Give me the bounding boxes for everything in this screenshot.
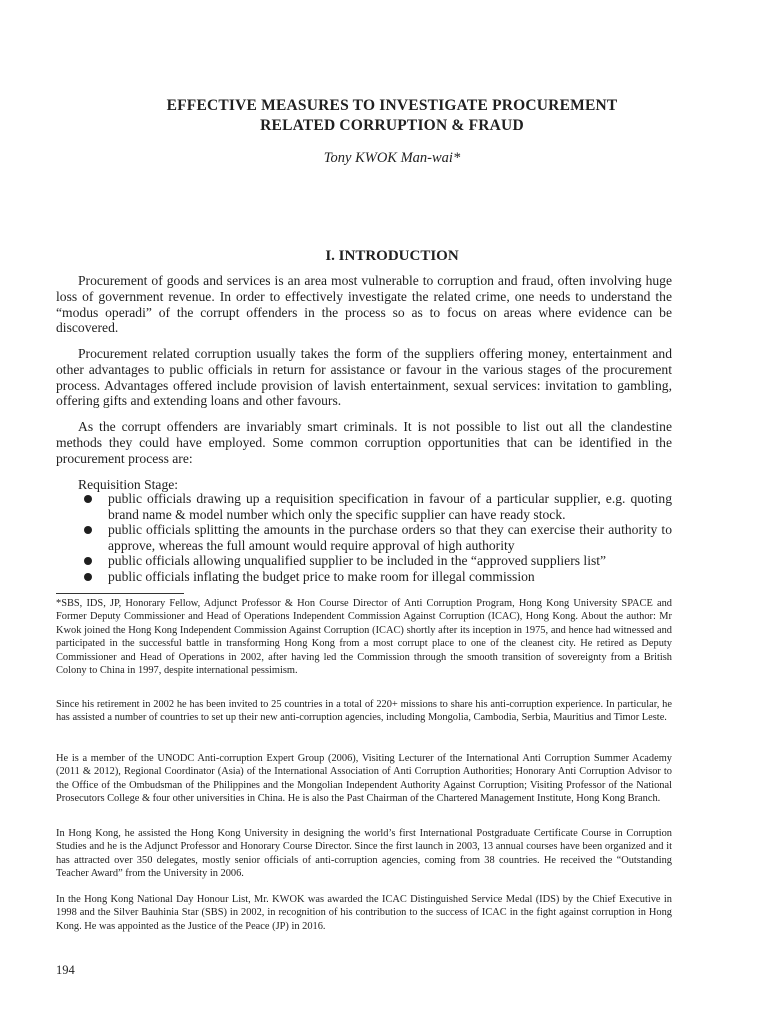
list-item-text: public officials splitting the amounts in the purchase orders so that they can exercise their authority to approve, whereas the full amount would require approval of high authority (108, 522, 672, 553)
section-heading: I. INTRODUCTION (325, 248, 459, 264)
requisition-bullet-list (84, 491, 672, 585)
list-item (84, 553, 672, 569)
intro-paragraph-3: As the corrupt offenders are invariably smart criminals. It is not possible to list out all the clandestine methods they could have employed. Some common corruption opportunities that can be identified in the procurement process are: (56, 419, 672, 466)
paper-title (56, 96, 728, 136)
footnote-retirement: Since his retirement in 2002 he has been invited to 25 countries in a total of 220+ missions to share his anti-corruption experience. In particular, he has assisted a number of countries to set up their new anti-corruption agencies, including Mongolia, Cambodia, Serbia, Mauritius and Timor Leste. (56, 699, 672, 724)
bullet-icon (84, 526, 92, 534)
footnote-author-bio: *SBS, IDS, JP, Honorary Fellow, Adjunct Professor & Hon Course Director of Anti Corruption Program, Hong Kong University SPACE and Former Deputy Commissioner and Head of Operations Independent Commission Against Corruption (ICAC), Hong Kong. About the author: Mr Kwok joined the Hong Kong Independent Commission Against Corruption (ICAC) shortly after its inception in 1975, and hence had witnessed and participated in the successful battle in transforming Hong Kong from a most corrupt place to one of the cleanest city. He retired as Deputy Commissioner and Head of Operations in 2002, after having led the Commission through the smooth transition of sovereignty from a British Colony to China in 1997, despite international pessimism. (56, 598, 672, 677)
bullet-icon (84, 573, 92, 581)
requisition-stage-label: Requisition Stage: (78, 477, 179, 492)
bullet-icon (84, 495, 92, 503)
list-item-text: public officials inflating the budget price to make room for illegal commission (108, 568, 535, 584)
list-item-text: public officials allowing unqualified supplier to be included in the “approved suppliers list” (108, 553, 607, 569)
footnote-honours: In the Hong Kong National Day Honour List, Mr. KWOK was awarded the ICAC Distinguished Service Medal (IDS) by the Chief Executive in 1998 and the Silver Bauhinia Star (SBS) in 2002, in recognition of his contribution to the success of ICAC in the fight against corruption in Hong Kong. He was appointed as the Justice of the Peace (JP) in 2016. (56, 894, 672, 932)
intro-paragraph-2: Procurement related corruption usually takes the form of the suppliers offering money, entertainment and other advantages to public officials in return for assistance or favour in the various stages of the procurement process. Advantages offered include provision of lavish entertainment, sexual services: invitation to gambling, offering gifts and extending loans and other favours. (56, 346, 672, 409)
title-line-1: EFFECTIVE MEASURES TO INVESTIGATE PROCUREMENT (166, 97, 618, 114)
title-line-2: RELATED CORRUPTION & FRAUD (260, 117, 524, 134)
intro-paragraph-1: Procurement of goods and services is an area most vulnerable to corruption and fraud, often involving huge loss of government revenue. In order to effectively investigate the related crime, one needs to understand the “modus operadi” of the corrupt offenders in the process so as to focus on areas where evidence can be discovered. (56, 273, 672, 336)
list-item-text: public officials drawing up a requisition specification in favour of a particular supplier, e.g. quoting brand name & model number which only the specific supplier can have ready stock. (108, 491, 672, 522)
bullet-icon (84, 557, 92, 565)
page-number: 194 (56, 963, 75, 977)
author-name: Tony KWOK Man-wai* (323, 150, 461, 166)
footnote-divider (56, 593, 184, 594)
list-item (84, 569, 672, 585)
footnote-hku-course: In Hong Kong, he assisted the Hong Kong University in designing the world’s first International Postgraduate Certificate Course in Corruption Studies and he is the Adjunct Professor and Honorary Course Director. Since the first launch in 2003, 13 annual courses have been organized and it has attracted over 350 delegates, mostly senior officials of anti-corruption agencies, coming from 38 countries. He received the “Outstanding Teacher Award” from the University in 2006. (56, 828, 672, 880)
list-item (84, 522, 672, 553)
list-item (84, 491, 672, 522)
footnote-memberships: He is a member of the UNODC Anti-corruption Expert Group (2006), Visiting Lecturer of the International Anti Corruption Summer Academy (2011 & 2012), Regional Coordinator (Asia) of the International Association of Anti Corruption Authorities; Honorary Anti Corruption Advisor to the Office of the Ombudsman of the Philippines and the Mongolian Independent Authority Against Corruption; Visiting Professor of the National Prosecutors College & four other universities in China. He is also the Past Chairman of the Chartered Management Institute, Hong Kong Branch. (56, 753, 672, 805)
